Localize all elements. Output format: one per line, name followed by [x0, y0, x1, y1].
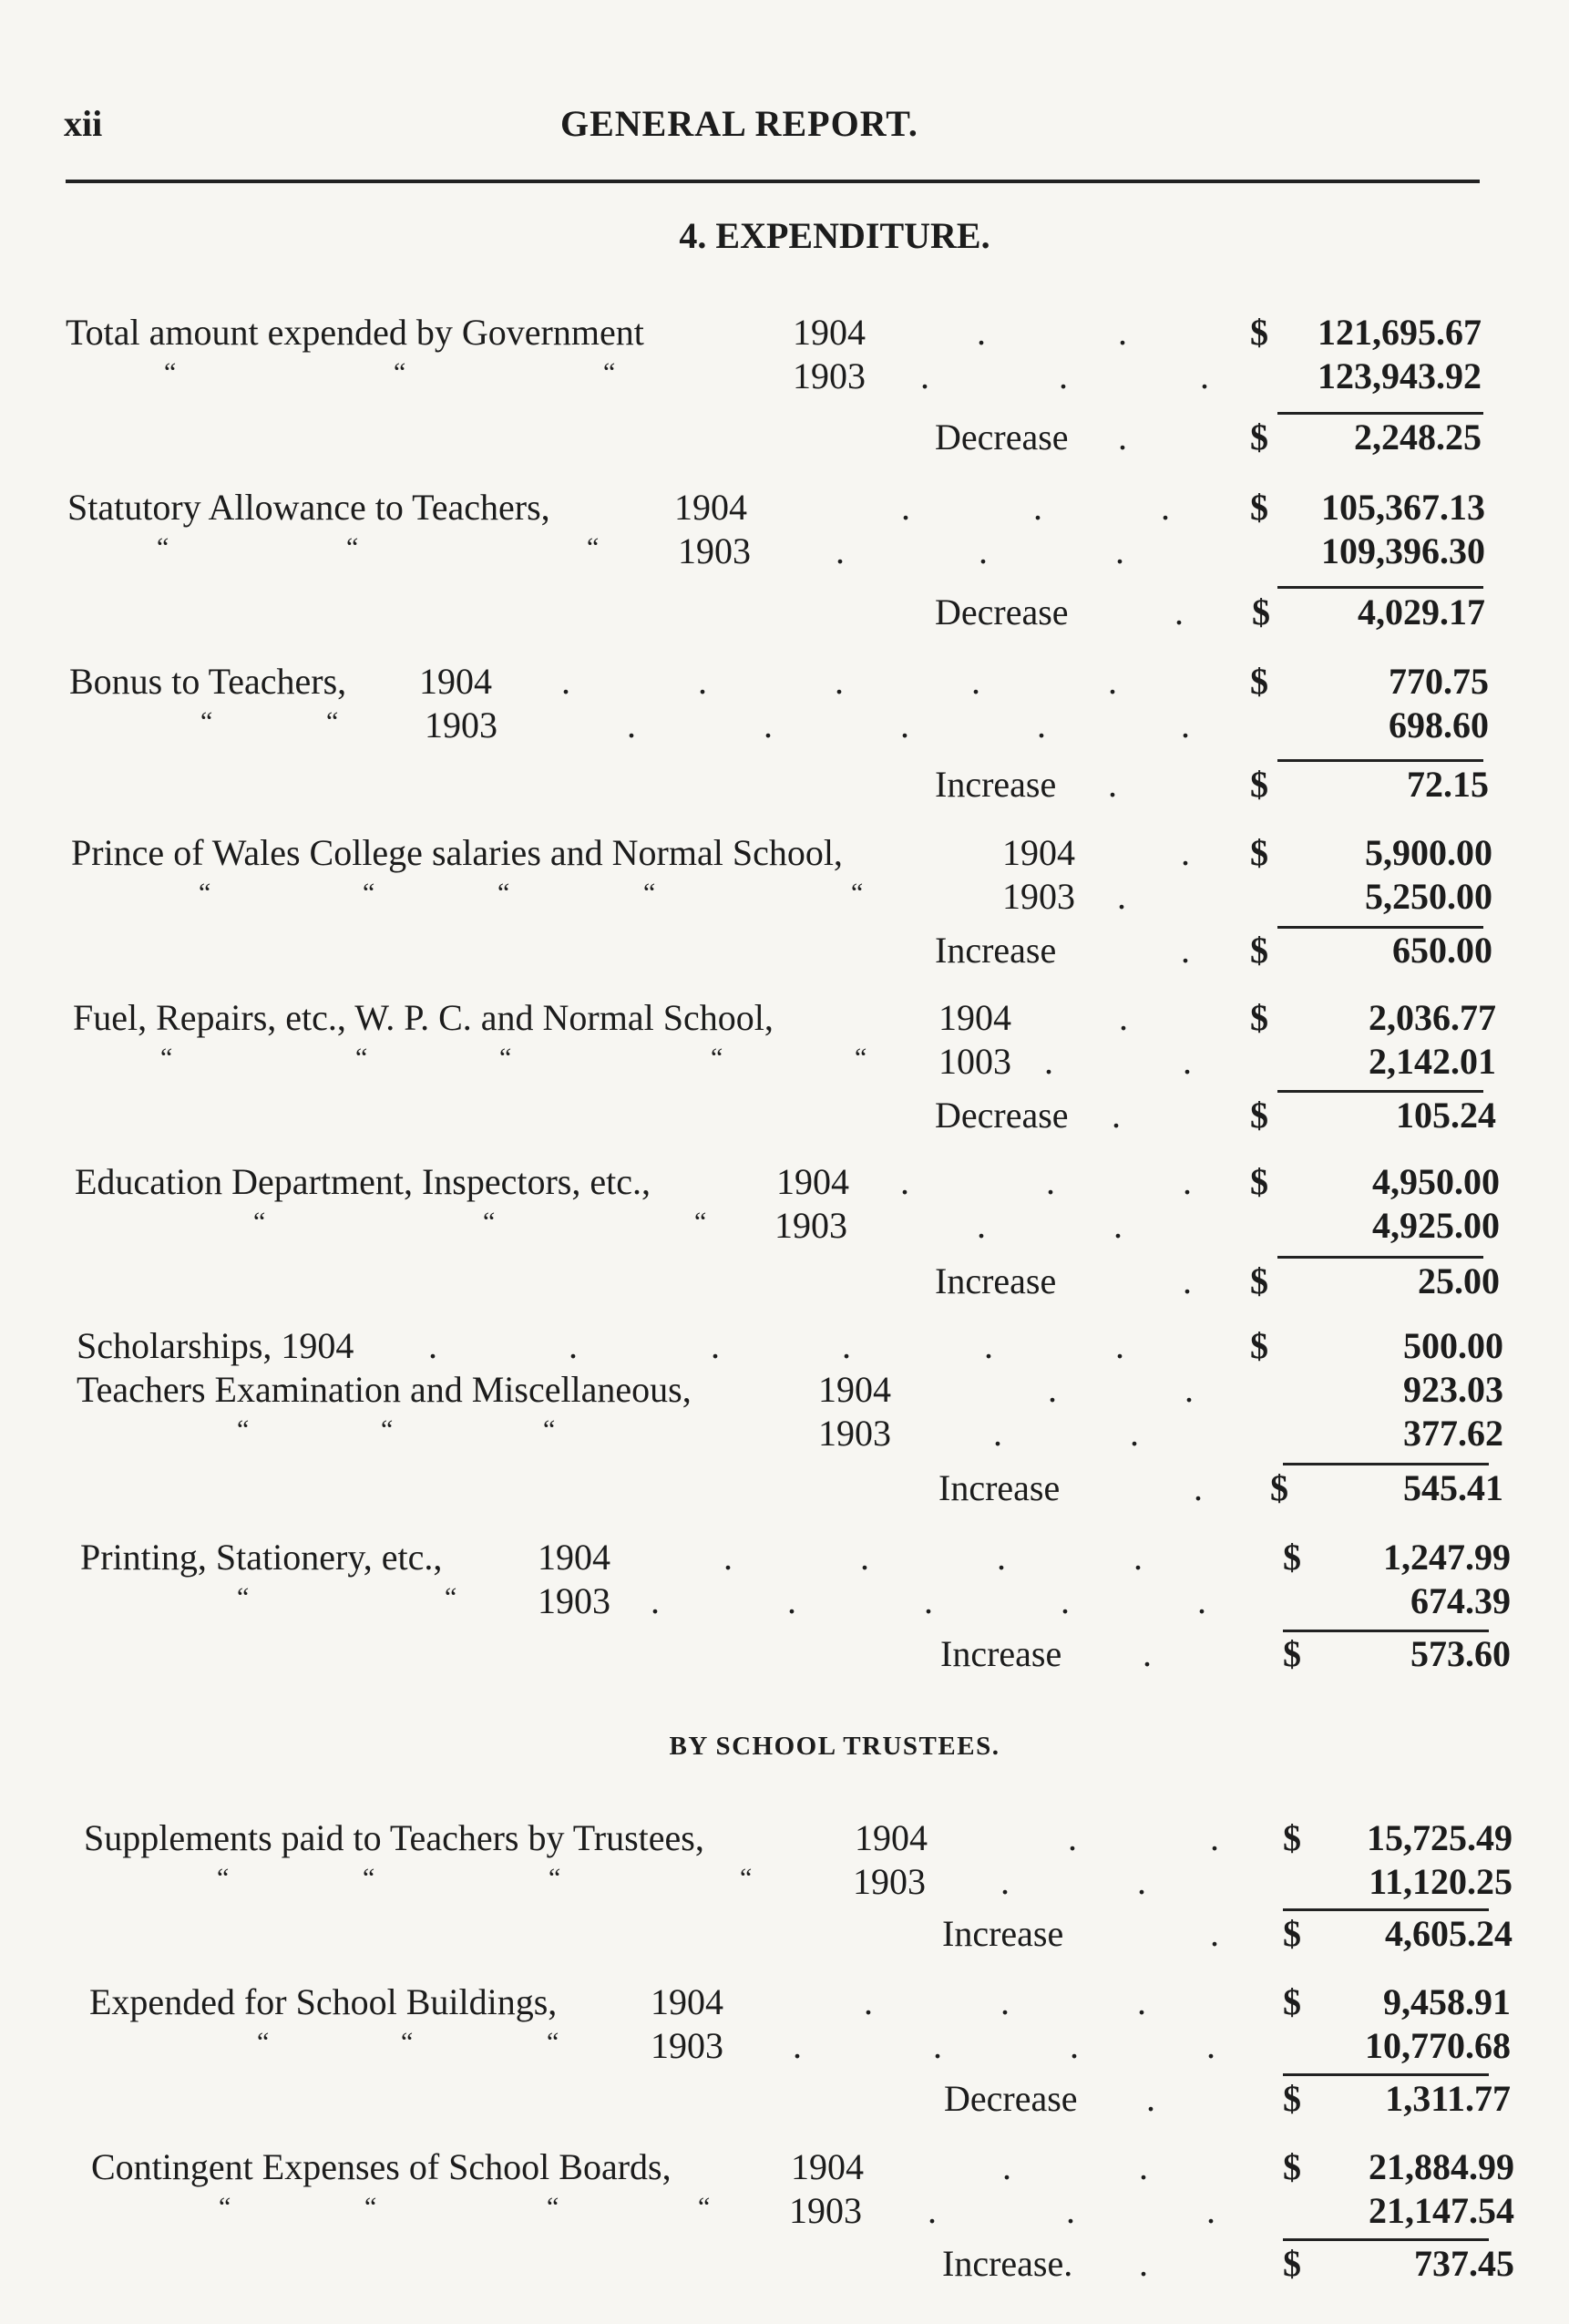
amount-1904: 5,900.00 [1365, 832, 1492, 873]
item-label: Prince of Wales College salaries and Normal School, [71, 832, 843, 873]
dot-leader: . [1037, 704, 1046, 746]
dot-leader: . [1206, 2025, 1215, 2066]
dot-leader: . [711, 1325, 720, 1366]
entry-line-1903 [80, 1578, 1520, 1624]
item-label: Education Department, Inspectors, etc., [75, 1161, 651, 1202]
ditto-mark: “ [855, 1043, 867, 1073]
ditto-mark: “ [711, 1043, 723, 1073]
entry-line-1904 [80, 1535, 1520, 1580]
item-label: Teachers Examination and Miscellaneous, [77, 1369, 692, 1410]
amount-1904: 923.03 [1403, 1369, 1503, 1410]
header-rule [66, 180, 1480, 183]
ditto-mark: “ [547, 2027, 559, 2057]
amount-1904: 21,884.99 [1369, 2146, 1514, 2187]
ditto-mark: “ [394, 357, 406, 387]
ditto-mark: “ [257, 2027, 270, 2057]
section-heading: 4. EXPENDITURE. [679, 215, 990, 256]
amount-1903: 4,925.00 [1372, 1205, 1500, 1246]
ditto-mark: “ [199, 878, 211, 908]
dot-leader: . [1000, 1861, 1010, 1902]
dot-leader: . [1070, 2025, 1079, 2066]
dot-leader: . [1112, 1095, 1121, 1136]
dot-leader: . [1117, 876, 1126, 917]
dot-leader: . [933, 2025, 942, 2066]
dollar-sign: $ [1250, 661, 1268, 702]
change-amount: 545.41 [1403, 1467, 1503, 1508]
ditto-mark: “ [694, 1207, 707, 1237]
dot-leader: . [1115, 1325, 1124, 1366]
ditto-mark: “ [381, 1414, 394, 1445]
change-label: Increase [942, 1913, 1064, 1954]
dot-leader: . [1183, 1260, 1192, 1301]
entry-line-1904 [77, 1367, 1516, 1413]
item-label: Scholarships, 1904 [77, 1325, 354, 1366]
year-label: 1904 [651, 1981, 723, 2022]
change-line [80, 1631, 1520, 1677]
ditto-mark: “ [740, 1863, 753, 1893]
entry-line-1904 [84, 1815, 1523, 1861]
dollar-sign: $ [1252, 591, 1270, 632]
ditto-mark: “ [219, 2192, 231, 2222]
item-label: Fuel, Repairs, etc., W. P. C. and Normal School, [73, 997, 774, 1038]
ditto-mark: “ [355, 1043, 368, 1073]
change-line [91, 2241, 1531, 2287]
change-line [84, 1911, 1523, 1957]
amount-1904: 770.75 [1389, 661, 1489, 702]
change-label: Increase [938, 1467, 1061, 1508]
amount-1903: 109,396.30 [1321, 530, 1485, 571]
year-label: 1904 [419, 661, 492, 702]
ditto-mark: “ [497, 878, 510, 908]
amount-1904: 1,247.99 [1383, 1537, 1511, 1578]
entry-line-1903 [71, 874, 1511, 920]
dollar-sign: $ [1250, 1260, 1268, 1301]
entry-line-1903 [73, 1039, 1513, 1085]
entry-line-1903 [67, 529, 1507, 574]
change-line [69, 762, 1509, 807]
change-label: Decrease [935, 416, 1069, 458]
year-label: 1903 [425, 704, 497, 746]
dot-leader: . [1066, 2190, 1075, 2231]
ditto-mark: “ [698, 2192, 711, 2222]
year-label: 1903 [818, 1413, 891, 1454]
dot-leader: . [627, 704, 636, 746]
dot-leader: . [1139, 2146, 1148, 2187]
change-label: Decrease [935, 1095, 1069, 1136]
ditto-mark: “ [445, 1582, 457, 1612]
dot-leader: . [1183, 1041, 1192, 1082]
entry-line-1903 [91, 2188, 1531, 2234]
ditto-mark: “ [157, 532, 169, 562]
dot-leader: . [1059, 355, 1068, 396]
entry-line-1903 [89, 2023, 1529, 2069]
year-label: 1904 [776, 1161, 849, 1202]
entry-line-1904 [69, 659, 1509, 704]
year-label: 1904 [791, 2146, 864, 2187]
entry-line-1904 [75, 1159, 1514, 1205]
amount-1904: 2,036.77 [1369, 997, 1496, 1038]
amount-1903: 2,142.01 [1369, 1041, 1496, 1082]
dot-leader: . [561, 661, 570, 702]
year-label: 1903 [789, 2190, 862, 2231]
dot-leader: . [428, 1325, 437, 1366]
amount-1903: 21,147.54 [1369, 2190, 1514, 2231]
dot-leader: . [1048, 1369, 1057, 1410]
year-label: 1903 [538, 1580, 610, 1621]
ditto-mark: “ [237, 1582, 250, 1612]
dollar-sign: $ [1270, 1467, 1288, 1508]
entry-line-1903 [77, 1411, 1516, 1456]
dollar-sign: $ [1250, 832, 1268, 873]
dollar-sign: $ [1283, 1817, 1301, 1858]
year-label: 1904 [1002, 832, 1075, 873]
dot-leader: . [971, 661, 980, 702]
change-label: Decrease [935, 591, 1069, 632]
ditto-mark: “ [364, 2192, 377, 2222]
dot-leader: . [787, 1580, 796, 1621]
dollar-sign: $ [1250, 1095, 1268, 1136]
amount-1903: 674.39 [1410, 1580, 1511, 1621]
amount-1903: 11,120.25 [1369, 1861, 1513, 1902]
ditto-mark: “ [200, 706, 213, 736]
dollar-sign: $ [1250, 487, 1268, 528]
change-line [67, 590, 1507, 635]
dot-leader: . [835, 661, 844, 702]
sum-rule [1277, 586, 1483, 589]
change-amount: 25.00 [1418, 1260, 1500, 1301]
change-amount: 72.15 [1407, 764, 1489, 805]
amount-1903: 698.60 [1389, 704, 1489, 746]
dollar-sign: $ [1283, 1537, 1301, 1578]
change-amount: 4,029.17 [1358, 591, 1485, 632]
amount-1903: 123,943.92 [1318, 355, 1482, 396]
dollar-sign: $ [1283, 1981, 1301, 2022]
dot-leader: . [1210, 1913, 1219, 1954]
year-label: 1903 [774, 1205, 847, 1246]
dollar-sign: $ [1250, 312, 1268, 353]
entry-line-1903 [84, 1859, 1523, 1905]
dot-leader: . [1146, 2078, 1155, 2119]
dot-leader: . [920, 355, 929, 396]
year-label: 1904 [538, 1537, 610, 1578]
dot-leader: . [1181, 930, 1190, 971]
entry-line-1904 [66, 310, 1505, 355]
dot-leader: . [1137, 1861, 1146, 1902]
ditto-mark: “ [363, 1863, 375, 1893]
dot-leader: . [1000, 1981, 1010, 2022]
dot-leader: . [928, 2190, 937, 2231]
amount-1904: 121,695.67 [1318, 312, 1482, 353]
change-label: Increase [935, 930, 1057, 971]
dot-leader: . [979, 530, 988, 571]
dot-leader: . [1118, 416, 1127, 458]
dot-leader: . [901, 487, 910, 528]
dot-leader: . [1133, 1537, 1143, 1578]
entry-line-1904 [89, 1980, 1529, 2025]
year-label: 1904 [938, 997, 1011, 1038]
ditto-mark: “ [603, 357, 616, 387]
change-amount: 573.60 [1410, 1633, 1511, 1674]
dollar-sign: $ [1250, 1161, 1268, 1202]
dot-leader: . [1197, 1580, 1206, 1621]
dollar-sign: $ [1283, 2078, 1301, 2119]
dot-leader: . [1206, 2190, 1215, 2231]
change-amount: 4,605.24 [1385, 1913, 1513, 1954]
amount-scholarships: 500.00 [1403, 1325, 1503, 1366]
change-label: Increase [935, 764, 1057, 805]
dot-leader: . [723, 1537, 733, 1578]
item-label: Contingent Expenses of School Boards, [91, 2146, 672, 2187]
dot-leader: . [1143, 1633, 1152, 1674]
dot-leader: . [864, 1981, 873, 2022]
dot-leader: . [793, 2025, 802, 2066]
entry-line-1904 [73, 995, 1513, 1041]
year-label: 1904 [674, 487, 747, 528]
ditto-mark: “ [483, 1207, 496, 1237]
ditto-mark: “ [326, 706, 339, 736]
dot-leader: . [651, 1580, 660, 1621]
amount-1904: 4,950.00 [1372, 1161, 1500, 1202]
dot-leader: . [1210, 1817, 1219, 1858]
ditto-mark: “ [237, 1414, 250, 1445]
amount-1904: 105,367.13 [1321, 487, 1485, 528]
ditto-mark: “ [346, 532, 359, 562]
change-line [71, 928, 1511, 973]
dot-leader: . [698, 661, 707, 702]
dot-leader: . [993, 1413, 1002, 1454]
dollar-sign: $ [1250, 416, 1268, 458]
change-line [89, 2076, 1529, 2122]
change-label: Increase [940, 1633, 1062, 1674]
change-line [73, 1093, 1513, 1138]
ditto-mark: “ [160, 1043, 173, 1073]
dot-leader: . [1044, 1041, 1053, 1082]
ditto-mark: “ [587, 532, 600, 562]
year-label: 1903 [1002, 876, 1075, 917]
entry-line-1903 [69, 703, 1509, 748]
ditto-mark: “ [851, 878, 864, 908]
dollar-sign: $ [1250, 997, 1268, 1038]
year-label: 1003 [938, 1041, 1011, 1082]
dot-leader: . [1200, 355, 1209, 396]
entry-line-1904 [71, 830, 1511, 876]
change-amount: 650.00 [1392, 930, 1492, 971]
entry-line-scholarships [77, 1323, 1516, 1369]
dollar-sign: $ [1250, 1325, 1268, 1366]
year-label: 1903 [793, 355, 866, 396]
dot-leader: . [984, 1325, 993, 1366]
dot-leader: . [1061, 1580, 1070, 1621]
ditto-mark: “ [363, 878, 375, 908]
amount-1904: 9,458.91 [1383, 1981, 1511, 2022]
change-line [66, 415, 1505, 460]
year-label: 1904 [793, 312, 866, 353]
dot-leader: . [1033, 487, 1042, 528]
dot-leader: . [1108, 764, 1117, 805]
change-amount: 1,311.77 [1385, 2078, 1511, 2119]
dot-leader: . [977, 1205, 986, 1246]
item-label: Bonus to Teachers, [69, 661, 347, 702]
dot-leader: . [1118, 312, 1127, 353]
dot-leader: . [900, 1161, 909, 1202]
dot-leader: . [842, 1325, 851, 1366]
ditto-mark: “ [401, 2027, 414, 2057]
dot-leader: . [836, 530, 845, 571]
dot-leader: . [860, 1537, 869, 1578]
change-line [77, 1465, 1516, 1511]
amount-1903: 5,250.00 [1365, 876, 1492, 917]
dot-leader: . [1115, 530, 1124, 571]
dot-leader: . [1161, 487, 1170, 528]
change-line [75, 1259, 1514, 1304]
ditto-mark: “ [547, 2192, 559, 2222]
entry-line-1904 [67, 485, 1507, 530]
ditto-mark: “ [253, 1207, 266, 1237]
change-label: Increase [935, 1260, 1057, 1301]
dot-leader: . [1183, 1161, 1192, 1202]
ditto-mark: “ [164, 357, 177, 387]
dot-leader: . [1184, 1369, 1194, 1410]
item-label: Printing, Stationery, etc., [80, 1537, 443, 1578]
year-label: 1903 [651, 2025, 723, 2066]
dot-leader: . [924, 1580, 933, 1621]
dot-leader: . [1139, 2243, 1148, 2284]
ditto-mark: “ [643, 878, 656, 908]
item-label: Supplements paid to Teachers by Trustees, [84, 1817, 704, 1858]
year-label: 1903 [678, 530, 751, 571]
dollar-sign: $ [1283, 1633, 1301, 1674]
dot-leader: . [1181, 832, 1190, 873]
year-label: 1904 [855, 1817, 928, 1858]
entry-line-1903 [66, 354, 1505, 399]
change-label: Increase. [942, 2243, 1073, 2284]
ditto-mark: “ [549, 1863, 561, 1893]
year-label: 1904 [818, 1369, 891, 1410]
entry-line-1904 [91, 2144, 1531, 2190]
ditto-mark: “ [217, 1863, 230, 1893]
dot-leader: . [1068, 1817, 1077, 1858]
dollar-sign: $ [1250, 764, 1268, 805]
change-amount: 737.45 [1414, 2243, 1514, 2284]
dot-leader: . [997, 1537, 1006, 1578]
dollar-sign: $ [1250, 930, 1268, 971]
dot-leader: . [1108, 661, 1117, 702]
sub-heading: BY SCHOOL TRUSTEES. [669, 1732, 1000, 1761]
dot-leader: . [1113, 1205, 1123, 1246]
dot-leader: . [1046, 1161, 1055, 1202]
running-head [64, 102, 1487, 157]
dot-leader: . [977, 312, 986, 353]
change-amount: 105.24 [1396, 1095, 1496, 1136]
dot-leader: . [1130, 1413, 1139, 1454]
dollar-sign: $ [1283, 2146, 1301, 2187]
dot-leader: . [1181, 704, 1190, 746]
amount-1903: 377.62 [1403, 1413, 1503, 1454]
dot-leader: . [569, 1325, 578, 1366]
ditto-mark: “ [499, 1043, 512, 1073]
dot-leader: . [1002, 2146, 1011, 2187]
amount-1903: 10,770.68 [1365, 2025, 1511, 2066]
ditto-mark: “ [543, 1414, 556, 1445]
dot-leader: . [1137, 1981, 1146, 2022]
running-title: GENERAL REPORT. [560, 103, 918, 144]
page-number: xii [64, 103, 103, 144]
dot-leader: . [1194, 1467, 1203, 1508]
amount-1904: 15,725.49 [1367, 1817, 1513, 1858]
item-label: Statutory Allowance to Teachers, [67, 487, 550, 528]
item-label: Total amount expended by Government [66, 312, 644, 353]
change-label: Decrease [944, 2078, 1078, 2119]
dollar-sign: $ [1283, 1913, 1301, 1954]
dot-leader: . [1119, 997, 1128, 1038]
dot-leader: . [1174, 591, 1184, 632]
item-label: Expended for School Buildings, [89, 1981, 558, 2022]
change-amount: 2,248.25 [1354, 416, 1482, 458]
dollar-sign: $ [1283, 2243, 1301, 2284]
year-label: 1903 [853, 1861, 926, 1902]
entry-line-1903 [75, 1203, 1514, 1249]
dot-leader: . [764, 704, 773, 746]
dot-leader: . [900, 704, 909, 746]
